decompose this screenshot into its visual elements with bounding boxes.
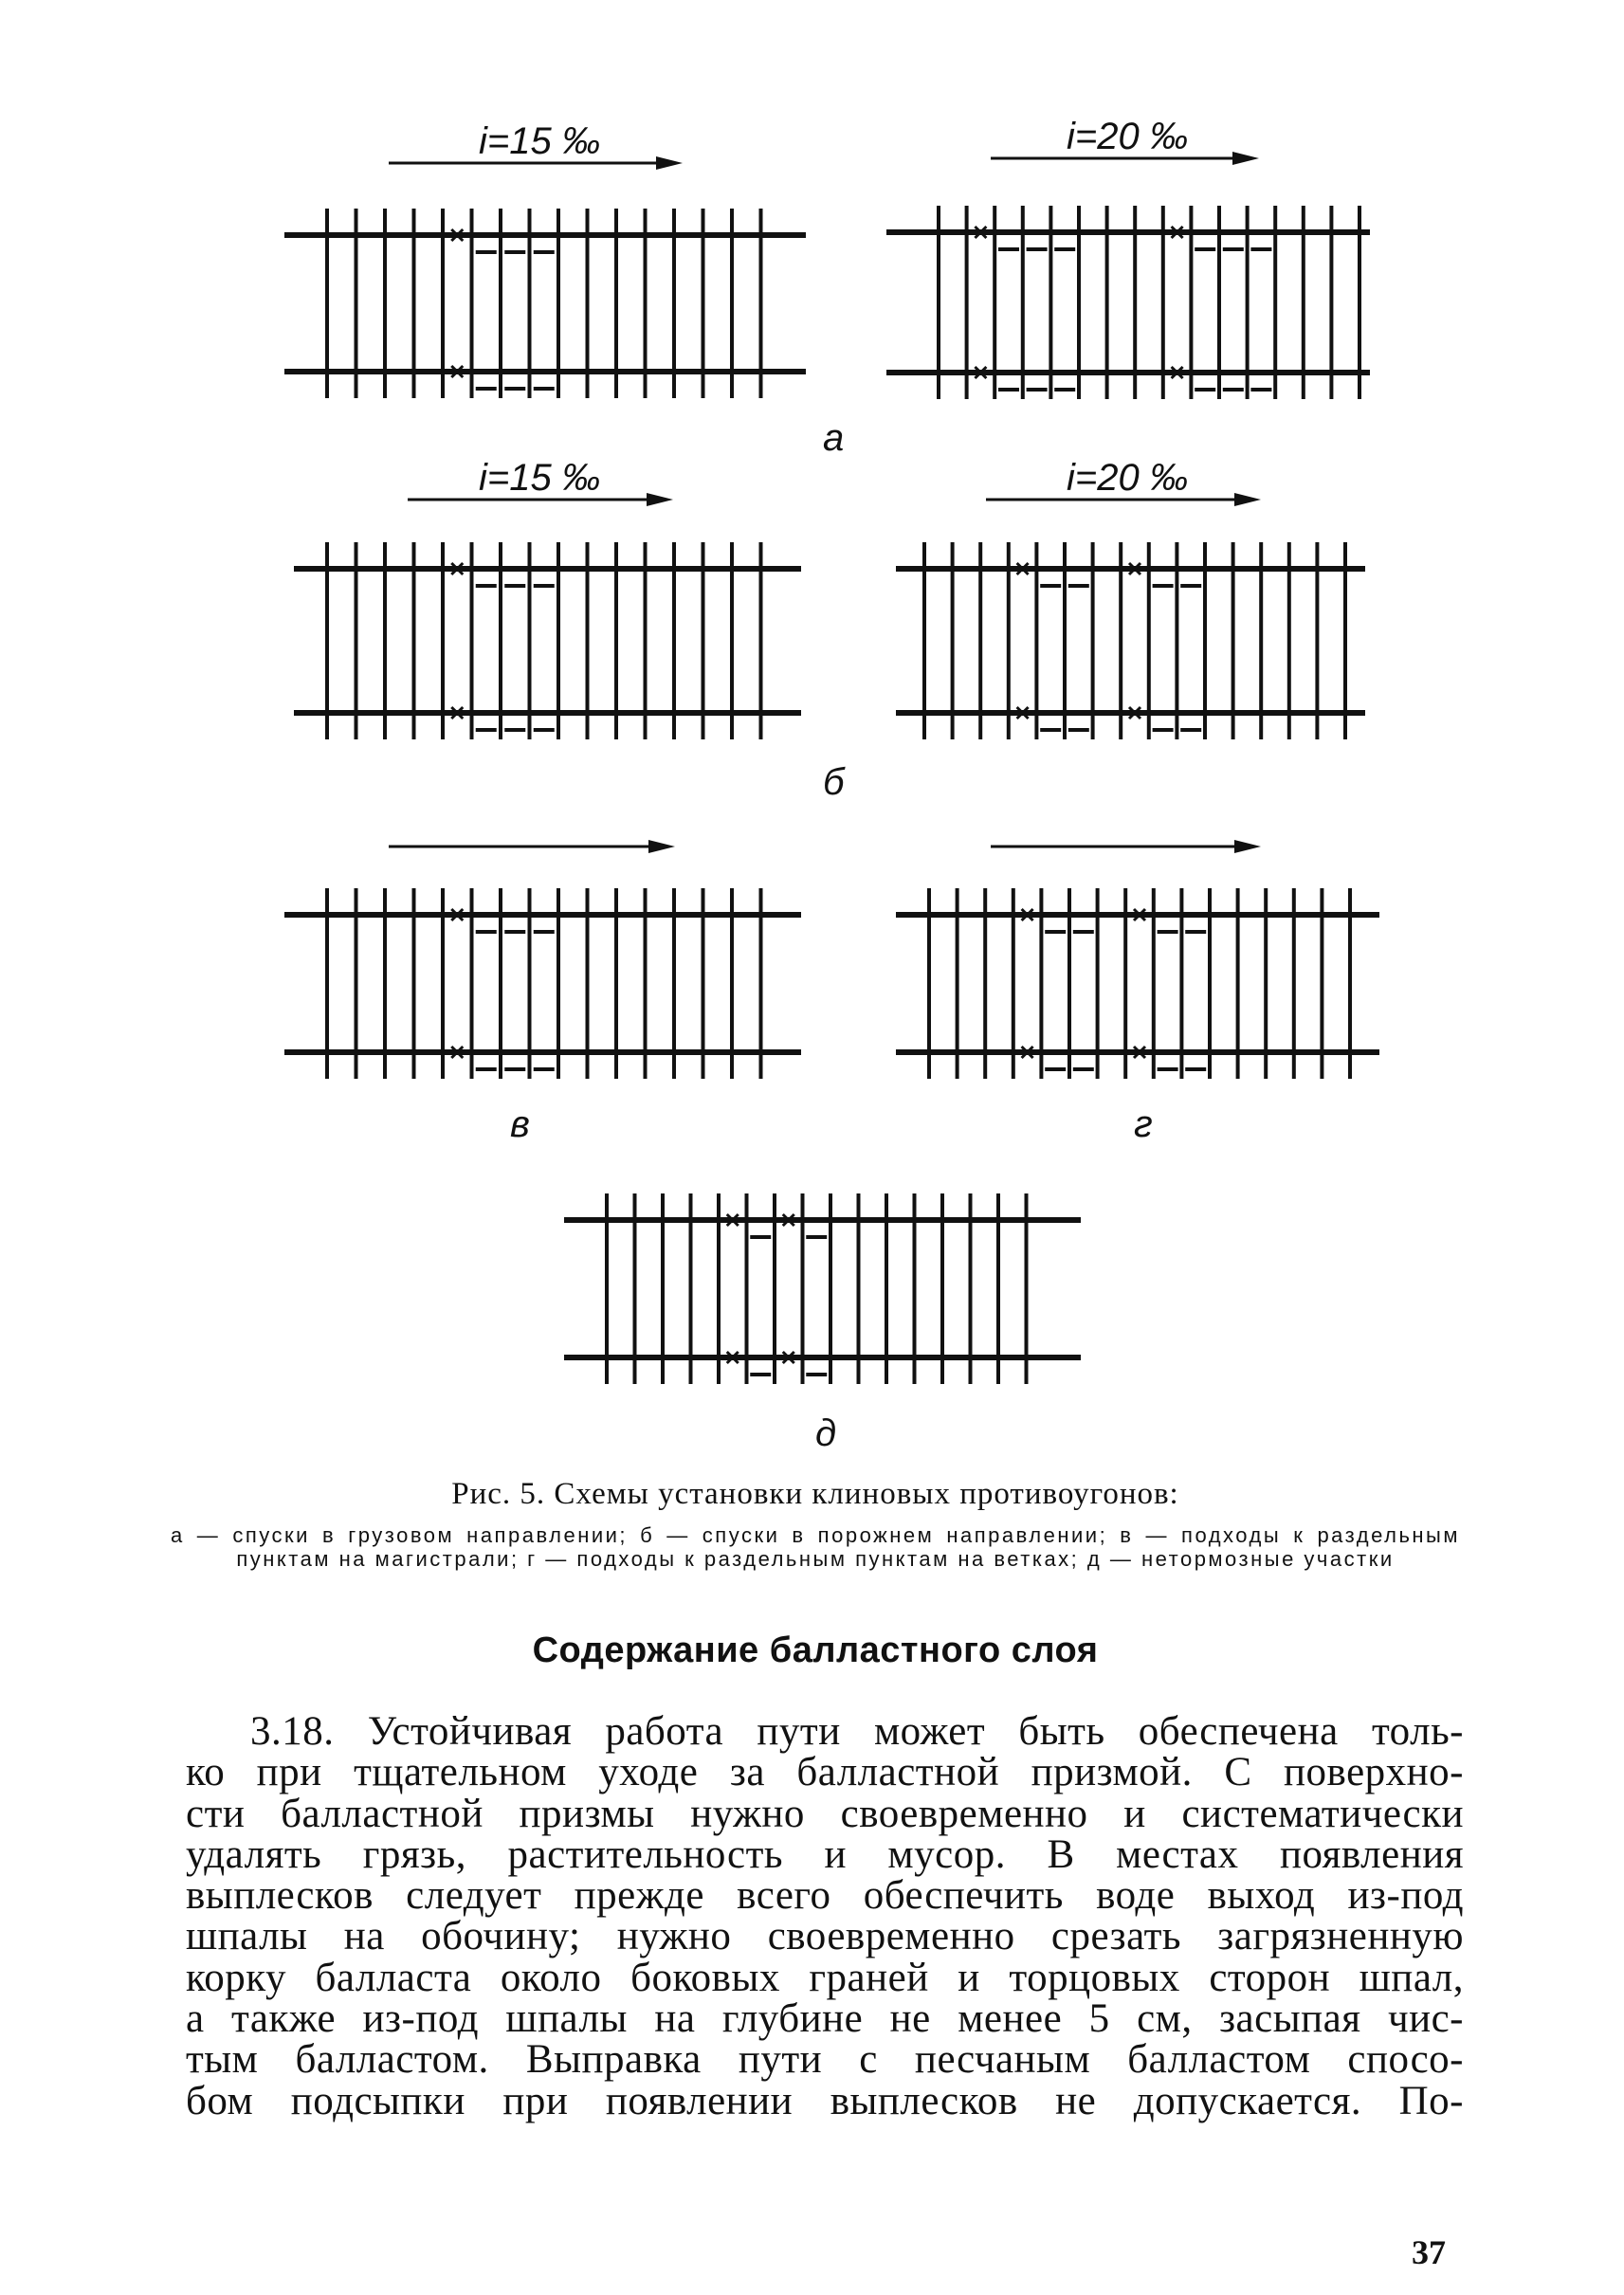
panel-letter-g: г xyxy=(1134,1103,1153,1145)
page-number: 37 xyxy=(1412,2233,1446,2271)
direction-arrowhead xyxy=(1232,152,1259,165)
panel-letter-d: д xyxy=(815,1412,837,1454)
paragraph-line: тым балластом. Выправка пути с песчаным балластом спосо- xyxy=(186,2037,1464,2083)
paragraph-3-18 xyxy=(186,1711,1464,2122)
paragraph-line: корку балласта около боковых граней и торцовых сторон шпал, xyxy=(186,1955,1464,2000)
paragraph-line: сти балластной призмы нужно своевременно и систематически xyxy=(186,1791,1464,1836)
paragraph-line: ко при тщательном уходе за балластной призмой. С поверхно- xyxy=(186,1750,1464,1795)
paragraph-line: удалять грязь, растительность и мусор. В местах появления xyxy=(186,1831,1464,1877)
figure-caption: Рис. 5. Схемы установки клиновых противоугонов: xyxy=(451,1477,1179,1511)
panel-letter-b: б xyxy=(823,761,845,803)
paragraph-line: бом подсыпки при появлении выплесков не допускается. По- xyxy=(186,2078,1464,2123)
slope-label-b-right: i=20 ‰ xyxy=(1067,457,1188,499)
paragraph-line: выплесков следует прежде всего обеспечить воде выход из-под xyxy=(186,1873,1464,1919)
panel-letter-a: а xyxy=(823,417,845,459)
paragraph-line: а также из-под шпалы на глубине не менее 5 см, засыпая чис- xyxy=(186,1996,1464,2042)
direction-arrowhead xyxy=(1234,493,1261,506)
slope-label-a-left: i=15 ‰ xyxy=(479,120,600,162)
section-title: Содержание балластного слоя xyxy=(532,1630,1099,1670)
panel-letter-v: в xyxy=(510,1103,530,1145)
figure-legend: а — спуски в грузовом направлении; б — спуски в порожнем направлении; в — подходы к раздельным пунктам на магистрали; г — подходы к раздельным пунктам на ветках; д — нетормозные участки xyxy=(171,1523,1460,1571)
direction-arrowhead xyxy=(648,840,675,853)
direction-arrowhead xyxy=(656,156,683,170)
paragraph-line: шпалы на обочину; нужно своевременно срезать загрязненную xyxy=(186,1914,1464,1959)
direction-arrowhead xyxy=(1234,840,1261,853)
slope-label-b-left: i=15 ‰ xyxy=(479,457,600,499)
direction-arrowhead xyxy=(647,493,673,506)
slope-label-a-right: i=20 ‰ xyxy=(1067,116,1188,157)
paragraph-line: 3.18. Устойчивая работа пути может быть обеспечена толь- xyxy=(250,1709,1464,1754)
